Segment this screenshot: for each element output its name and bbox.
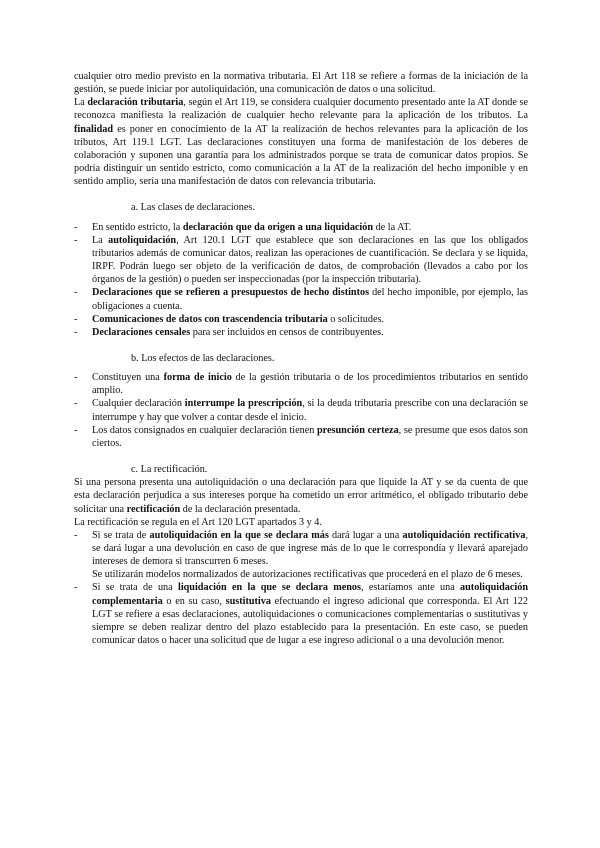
list-item: - Los datos consignados en cualquier declaración tienen presunción certeza, se presume que esos datos son ciertos. bbox=[74, 424, 528, 449]
bold-term: finalidad bbox=[74, 123, 114, 135]
paragraph-rectificacion: Si una persona presenta una autoliquidación o una declaración para que liquide la AT y se da cuenta de que esta declaración perjudica a sus intereses porque ha cometido un error aritmético, el obligado tributario debe solicitar una rectificación de la declaración presentada. bbox=[74, 477, 528, 515]
list-item: - Declaraciones censales para ser incluidos en censos de contribuyentes. bbox=[74, 326, 384, 338]
paragraph-regulacion: La rectificación se regula en el Art 120 LGT apartados 3 y 4. bbox=[74, 516, 322, 528]
heading-clases: a. Las clases de declaraciones. bbox=[131, 202, 255, 214]
list-item: - La autoliquidación, Art 120.1 LGT que establece que son declaraciones en las que los obligados tributarios además de comunicar datos, realizan las operaciones de cuantificación. Se declara y se liquida, IRPF. Podrán luego ser objeto de la verificación de datos, de comprobación (llevados a cabo por los órganos de la gestión) o pueden ser inspeccionadas (por la inspección tributaria). bbox=[74, 234, 528, 286]
bold-term: rectificación bbox=[126, 503, 181, 515]
list-item: - En sentido estricto, la declaración que da origen a una liquidación de la AT. bbox=[74, 221, 412, 233]
heading-efectos: b. Los efectos de las declaraciones. bbox=[131, 352, 275, 364]
paragraph-intro: cualquier otro medio previsto en la normativa tributaria. El Art 118 se refiere a formas de la iniciación de la gestión, se puede iniciar por autoliquidación, una comunicación de datos o una solicitud. bbox=[74, 71, 528, 96]
list-item: - Comunicaciones de datos con trascendencia tributaria o solicitudes. bbox=[74, 313, 385, 325]
paragraph-declaracion-tributaria bbox=[74, 96, 528, 188]
list-item-continuation: Se utilizarán modelos normalizados de autorizaciones rectificativas que procederá en el plazo de 6 meses. bbox=[92, 569, 523, 581]
text: es poner en conocimiento de la AT la realización de hechos relevantes para la aplicación de los tributos, Art 119.1 LGT. Las declaraciones constituyen una forma de manifestación de los deberes de colaboración y suponen una garantía para los administrados porque se trata de comunicar datos propios. Se podría distinguir un sentido estricto, como comunicación a la AT de la realización del hecho imponible y en sentido amplio, sería una manifestación de datos con relevancia tributaria. bbox=[74, 123, 528, 188]
list-item: - Si se trata de autoliquidación en la que se declara más dará lugar a una autoliquidación rectificativa, se dará lugar a una devolución en caso de que ingrese más de lo que le correspondía y llevará aparejado intereses de demora si transcurren 6 meses. bbox=[74, 529, 528, 568]
list-item: - Declaraciones que se refieren a presupuestos de hecho distintos del hecho imponible, por ejemplo, las obligaciones a cuenta. bbox=[74, 287, 529, 312]
heading-rectificacion: c. La rectificación. bbox=[131, 464, 208, 476]
text: La bbox=[74, 97, 88, 109]
text: , según el Art 119, se considera cualquier documento presentado ante la AT donde se reconozca manifiesta la realización de cualquier hecho relevante para la aplicación de los tributos. La bbox=[74, 97, 528, 122]
bold-term: declaración tributaria bbox=[87, 97, 184, 109]
list-item: - Cualquier declaración interrumpe la prescripción, si la deuda tributaria prescribe con una declaración se interrumpe y hay que volver a contar desde el inicio. bbox=[74, 398, 529, 423]
list-item: - Si se trata de una liquidación en la que se declara menos, estaríamos ante una autoliquidación complementaria o en su caso, sustitutiva efectuando el ingreso adicional que corresponda. El Art 122 LGT se refiere a esas declaraciones, autoliquidaciones o comunicaciones complementarias o sustitutivas y siempre se deben realizar dentro del plazo establecido para la presentación. En este caso, se pueden comunicar datos o hacer una solicitud que de lugar a ese ingreso adicional o a una devolución menor. bbox=[74, 582, 528, 647]
list-clases bbox=[74, 221, 528, 339]
list-efectos bbox=[74, 371, 528, 450]
document-page bbox=[74, 70, 528, 647]
list-item: - Constituyen una forma de inicio de la gestión tributaria o de los procedimientos tributarios en sentido amplio. bbox=[74, 372, 528, 397]
